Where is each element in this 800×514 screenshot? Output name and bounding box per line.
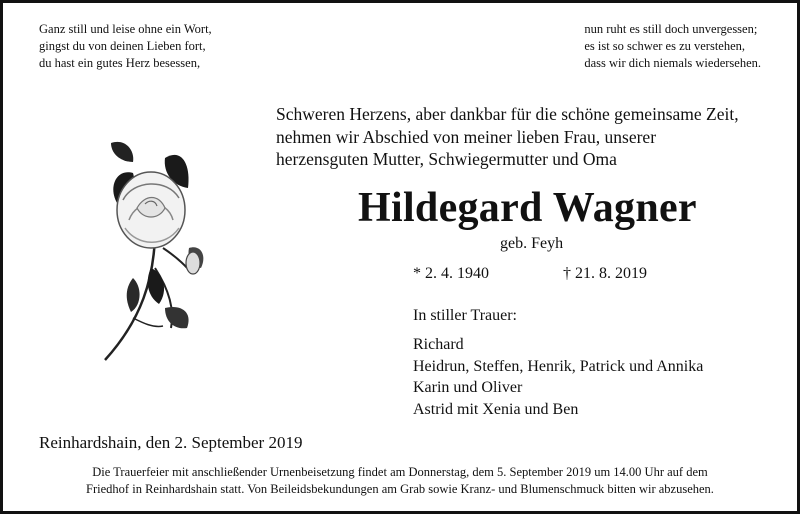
mourners-list: [413, 334, 703, 420]
poem-line: du hast ein gutes Herz besessen,: [39, 56, 201, 70]
mourners-heading: In stiller Trauer:: [413, 307, 517, 324]
poem-line: Ganz still und leise ohne ein Wort,: [39, 22, 212, 36]
intro-line: nehmen wir Abschied von meiner lieben Frau, unserer: [276, 126, 657, 147]
funeral-info: [23, 464, 777, 497]
poem-line: nun ruht es still doch unvergessen;: [584, 22, 758, 36]
mourner-line: Richard: [413, 336, 464, 353]
mourner-line: Astrid mit Xenia und Ben: [413, 400, 579, 418]
maiden-name: geb. Feyh: [500, 235, 564, 252]
place-date: Reinhardshain, den 2. September 2019: [39, 433, 303, 452]
poem-left: [39, 21, 212, 72]
mourner-line: Karin und Oliver: [413, 379, 523, 396]
rose-icon: [93, 128, 218, 363]
deceased-name: Hildegard Wagner: [358, 185, 697, 231]
intro-line: Schweren Herzens, aber dankbar für die schöne gemeinsame Zeit,: [276, 104, 739, 124]
poem-line: gingst du von deinen Lieben fort,: [39, 39, 206, 53]
intro-text: [276, 103, 739, 171]
mourner-line: Heidrun, Steffen, Henrik, Patrick und Annika: [413, 357, 704, 375]
birth-date: * 2. 4. 1940: [413, 265, 489, 282]
death-date: † 21. 8. 2019: [563, 265, 647, 282]
poem-right: [584, 21, 761, 72]
intro-line: herzensguten Mutter, Schwiegermutter und Oma: [276, 149, 617, 169]
poem-line: dass wir dich niemals wiedersehen.: [584, 56, 761, 70]
poem-line: es ist so schwer es zu verstehen,: [584, 39, 746, 53]
funeral-line: Die Trauerfeier mit anschließender Urnenbeisetzung findet am Donnerstag, dem 5. September 2019 um 14.00 Uhr auf dem: [92, 465, 708, 479]
funeral-line: Friedhof in Reinhardshain statt. Von Beileidsbekundungen am Grab sowie Kranz- und Blumenschmuck bitten wir abzusehen.: [86, 481, 714, 496]
